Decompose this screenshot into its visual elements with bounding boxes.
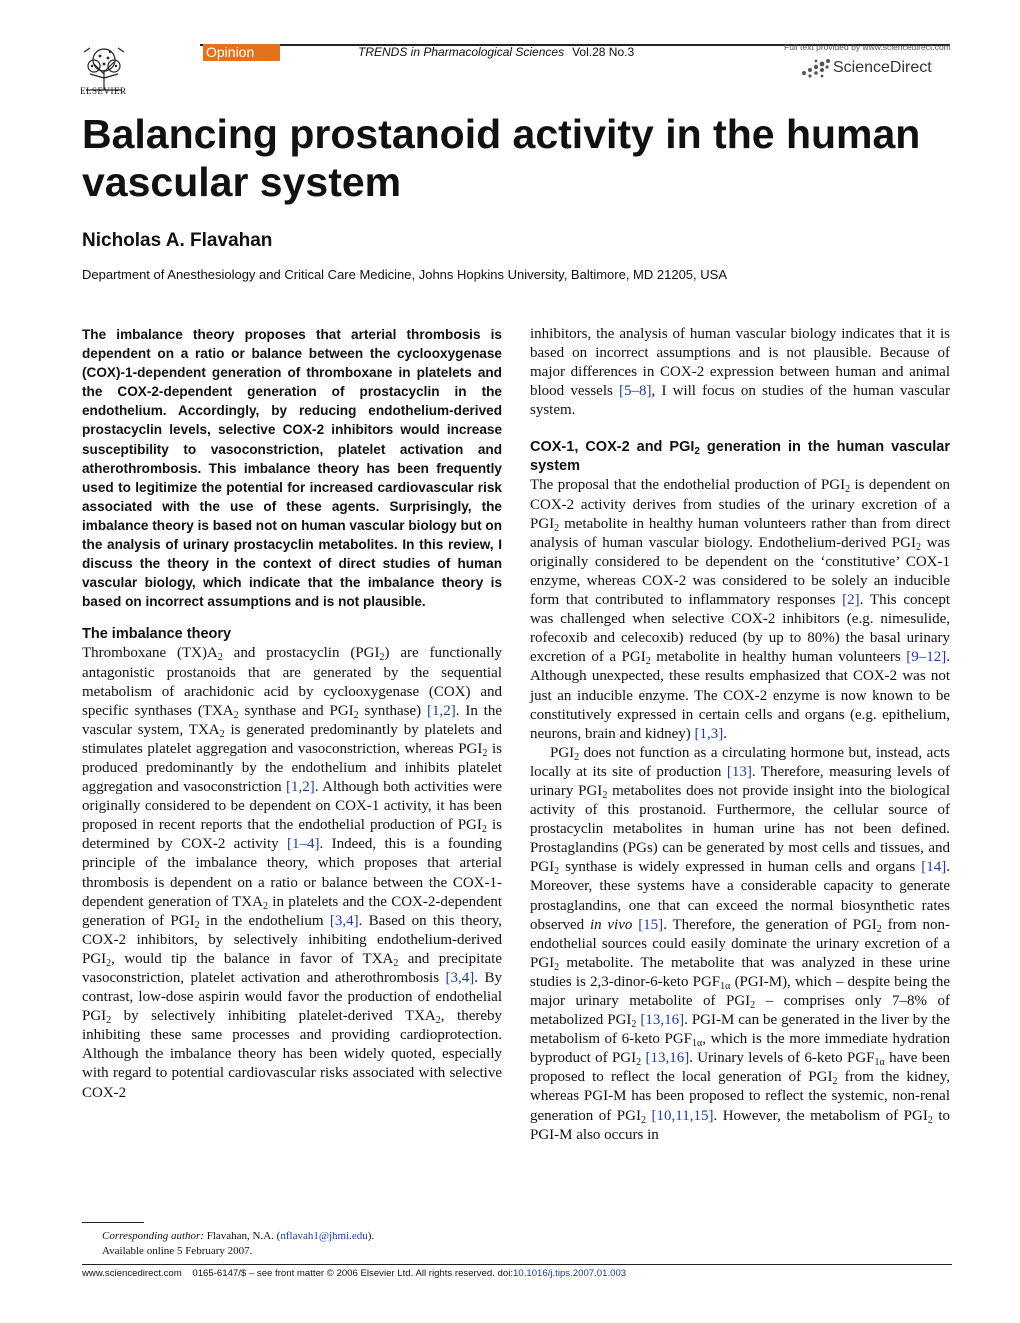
page-footer bbox=[82, 1268, 626, 1279]
sciencedirect-dots-icon bbox=[800, 57, 830, 79]
corresponding-author: Corresponding author: Flavahan, N.A. (nflavah1@jhmi.edu). bbox=[102, 1230, 375, 1242]
citation-link[interactable]: [1,2] bbox=[427, 702, 456, 719]
paragraph-cox-pgi2-2: $PGI_2$ does not function as a circulating hormone but, instead, acts locally at its site of production [13]. Therefore, measuring levels of urinary $PGI_2$ metabolites does not provide insight into the biological activity of this prostanoid. Furthermore, the cellular source of prostacyclin metabolites in human urine has not been defined. Prostaglandins (PGs) can be generated by most cells and tissues, and $PGI_2$ synthase is widely expressed in human cells and organs [14]. Moreover, these systems have a considerable capacity to generate prostaglandins, one that can exceed the normal biosynthetic rates observed in vivo [15]. Therefore, the generation of $PGI_2$ from non-endothelial sources could easily dominate the urinary excretion of a $PGI_2$ metabolite. The metabolite that was analyzed in these urine studies is 2,3-dinor-6-keto $PGF_{1\alpha}$ (PGI-M), which – despite being the major urinary metabolite of $PGI_2$ – comprises only 7–8% of metabolized $PGI_2$ [13,16]. PGI-M can be generated in the liver by the metabolism of 6-keto $PGF_{1\alpha}$, which is the more immediate hydration byproduct of $PGI_2$ [13,16]. Urinary levels of 6-keto $PGF_{1\alpha}$ have been proposed to reflect the local generation of $PGI_2$ from the kidney, whereas PGI-M has been proposed to reflect the systemic, non-renal generation of $PGI_2$ [10,11,15]. However, the metabolism of $PGI_2$ to PGI-M also occurs in bbox=[530, 744, 951, 1143]
journal-name: TRENDS in Pharmacological Sciences bbox=[358, 45, 565, 59]
paragraph-imbalance-theory: Thromboxane $(TX)A_2$ and prostacyclin $(PGI_2)$ are functionally antagonistic prostanoids that are generated by the sequential metabolism of arachidonic acid by cyclooxygenase (COX) and specific synthases ($TXA_2$ synthase and $PGI_2$ synthase) [1,2]. In the vascular system, $TXA_2$ is generated predominantly by platelets and stimulates platelet aggregation and vasoconstriction, whereas $PGI_2$ is produced predominantly by the endothelium and inhibits platelet aggregation and vasoconstriction [1,2]. Although both activities were originally considered to be dependent on COX-1 activity, it has been proposed in recent reports that the endothelial production of $PGI_2$ is determined by COX-2 activity [1–4]. Indeed, this is a founding principle of the imbalance theory, which proposes that arterial thrombosis is dependent on a ratio or balance between the COX-1-dependent generation of $TXA_2$ in platelets and the COX-2-dependent generation of $PGI_2$ in the endothelium [3,4]. Based on this theory, COX-2 inhibitors, by selectively inhibiting endothelium-derived $PGI_2$, would tip the balance in favor of $TXA_2$ and precipitate vasoconstriction, platelet activation and atherothrombosis [3,4]. By contrast, low-dose aspirin would favor the production of endothelial $PGI_2$ by selectively inhibiting platelet-derived $TXA_2$, thereby inhibiting these same processes and providing cardioprotection. Although the imbalance theory has been widely quoted, especially with regard to potential cardiovascular risks associated with selective COX-2 bbox=[82, 645, 503, 1101]
author-email-link[interactable]: nflavah1@jhmi.edu bbox=[280, 1230, 368, 1242]
citation-link[interactable]: [14] bbox=[921, 859, 947, 876]
citation-link[interactable]: [13,16] bbox=[645, 1050, 690, 1067]
citation-link[interactable]: [13] bbox=[726, 763, 752, 780]
abstract: The imbalance theory proposes that arterial thrombosis is dependent on a ratio or balance between the cyclooxygenase (COX)-1-dependent generation of thromboxane in platelets and the COX-2-dependent generation of prostacyclin in the endothelium. Accordingly, by reducing endothelium-derived prostacyclin levels, selective COX-2 inhibitors would increase susceptibility to vasoconstriction, platelet activation and atherothrombosis. This imbalance theory has been frequently used to legitimize the potential for increased cardiovascular risk associated with the use of these agents. Surprisingly, the imbalance theory is based not on human vascular biology but on the analysis of urinary prostacyclin metabolites. In this review, I discuss the theory in the context of direct studies of human vascular biology, which indicate that the imbalance theory is based on incorrect assumptions and is not plausible. bbox=[82, 327, 502, 610]
citation-link[interactable]: [9–12] bbox=[906, 649, 947, 666]
citation-link[interactable]: [1–4] bbox=[286, 836, 320, 853]
available-online-date: Available online 5 February 2007. bbox=[102, 1245, 253, 1257]
paragraph-intro-continued: inhibitors, the analysis of human vascular biology indicates that it is based on incorrect assumptions and is not plausible. Because of major differences in COX-2 expression between human and animal blood vessels [5–8], I will focus on studies of the human vascular system. bbox=[530, 326, 950, 419]
footer-rights: 0165-6147/$ – see front matter © 2006 Elsevier Ltd. All rights reserved. doi: bbox=[192, 1268, 514, 1279]
sciencedirect-brand: ScienceDirect bbox=[833, 59, 932, 76]
citation-link[interactable]: [3,4] bbox=[445, 970, 475, 986]
citation-link[interactable]: [1,2] bbox=[286, 779, 315, 796]
footer-rule bbox=[82, 1264, 952, 1265]
footnote-rule bbox=[82, 1222, 144, 1223]
citation-link[interactable]: [15] bbox=[638, 916, 664, 933]
citation-link[interactable]: [13,16] bbox=[640, 1012, 685, 1029]
citation-link[interactable]: [10,11,15] bbox=[651, 1107, 714, 1124]
sciencedirect-logo[interactable] bbox=[800, 56, 932, 80]
right-column bbox=[530, 325, 950, 1145]
fulltext-note[interactable]: Full text provided by www.sciencedirect.com bbox=[784, 42, 951, 52]
footer-site-link[interactable]: www.sciencedirect.com bbox=[82, 1268, 182, 1279]
section-heading-cox-pgi2: COX-1, COX-2 and $PGI_2$ generation in the human vascular system bbox=[530, 439, 951, 475]
journal-volume: Vol.28 No.3 bbox=[572, 45, 635, 59]
elsevier-wordmark: ELSEVIER bbox=[80, 86, 127, 96]
author-name: Nicholas A. Flavahan bbox=[82, 230, 273, 251]
article-title: Balancing prostanoid activity in the human vascular system bbox=[82, 111, 921, 205]
author-affiliation: Department of Anesthesiology and Critical Care Medicine, Johns Hopkins University, Baltimore, MD 21205, USA bbox=[82, 267, 727, 282]
left-column bbox=[82, 325, 502, 1103]
paragraph-cox-pgi2-1: The proposal that the endothelial production of $PGI_2$ is dependent on COX-2 activity derives from studies of the urinary excretion of a $PGI_2$ metabolite in healthy human volunteers rather than from direct analysis of human vascular biology. Endothelium-derived $PGI_2$ was originally considered to be dependent on the ‘constitutive’ COX-1 enzyme, whereas COX-2 was considered to be solely an inducible form that contributed to inflammatory responses [2]. This concept was challenged when selective COX-2 inhibitors (e.g. nimesulide, rofecoxib and celecoxib) reduced (by up to 80%) the basal urinary excretion of a $PGI_2$ metabolite in healthy human volunteers [9–12]. Although unexpected, these results emphasized that COX-2 was not just an inducible enzyme. The COX-2 enzyme is now known to be constitutively expressed in certain cells and organs (e.g. epithelium, neurons, brain and kidney) [1,3]. bbox=[530, 477, 950, 742]
citation-link[interactable]: [2] bbox=[842, 592, 860, 609]
citation-link[interactable]: [1,3] bbox=[694, 725, 724, 742]
doi-link[interactable]: 10.1016/j.tips.2007.01.003 bbox=[513, 1268, 627, 1279]
section-heading-imbalance-theory: The imbalance theory bbox=[82, 626, 232, 643]
citation-link[interactable]: [3,4] bbox=[329, 912, 359, 929]
footnote bbox=[102, 1229, 374, 1259]
citation-link[interactable]: [5–8] bbox=[619, 383, 652, 400]
journal-citation bbox=[358, 45, 634, 59]
section-tag: Opinion bbox=[203, 44, 280, 61]
